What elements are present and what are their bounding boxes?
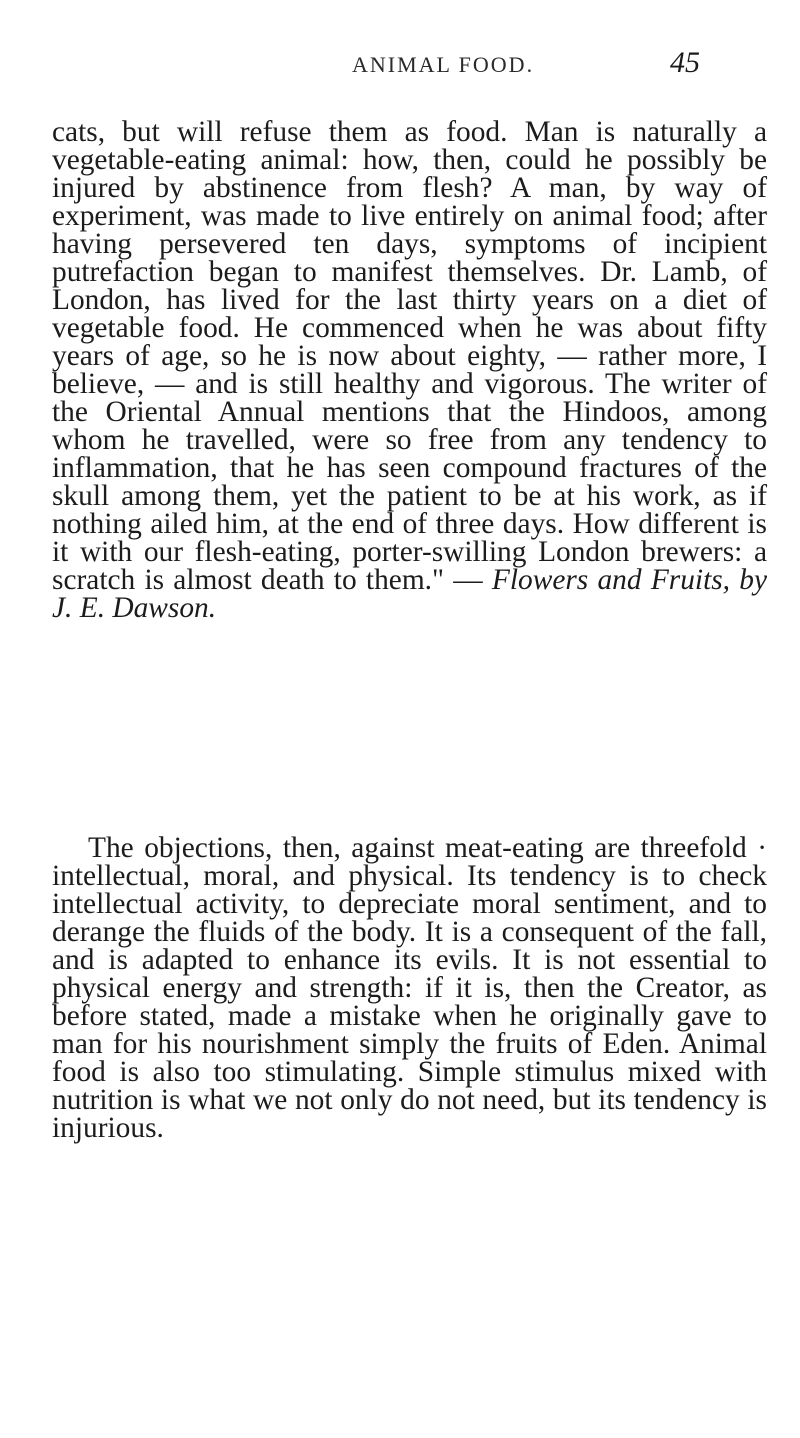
paragraph-text: The objections, then, against meat-eating are threefold · intellectual, moral, and physical. Its tendency is to check intellectual activity, to depreciate moral sentiment, and to derange the fluids of the body. It is a consequent of the fall, and is adapted to enhance its evils. It is not essential to physical energy and strength: if it is, then the Creator, as before stated, made a mistake when he originally gave to man for his nourishment simply the fruits of Eden. Animal food is also too stimulating. Simple stimulus mixed with nutrition is what we not only do not need, but its tendency is injurious. bbox=[52, 832, 767, 1144]
page-number: 45 bbox=[670, 46, 700, 79]
running-head bbox=[0, 40, 800, 80]
paragraph-objections bbox=[52, 834, 767, 1142]
running-title: ANIMAL FOOD. bbox=[352, 52, 535, 77]
citation: Flowers and Fruits, by J. E. Dawson. bbox=[52, 564, 767, 624]
paragraph-body: cats, but will refuse them as food. Man is naturally a vegetable-eating animal: how, then, could he possibly be injured by abstinence from flesh? A man, by way of experiment, was made to live entirely on animal food; after having persevered ten days, symptoms of incipient putrefaction began to manifest themselves. Dr. Lamb, of London, has lived for the last thirty years on a diet of vegetable food. He commenced when he was about fifty years of age, so he is now about eighty, — rather more, I believe, — and is still healthy and vigorous. The writer of the Oriental Annual mentions that the Hindoos, among whom he travelled, were so free from any tendency to inflammation, that he has seen compound fractures of the skull among them, yet the patient to be at his work, as if nothing ailed him, at the end of three days. How different is it with our flesh-eating, porter-swilling London brewers: a scratch is almost death to them." — bbox=[52, 116, 767, 596]
paragraph-quote-end bbox=[52, 118, 767, 622]
paragraph-text bbox=[52, 118, 767, 622]
